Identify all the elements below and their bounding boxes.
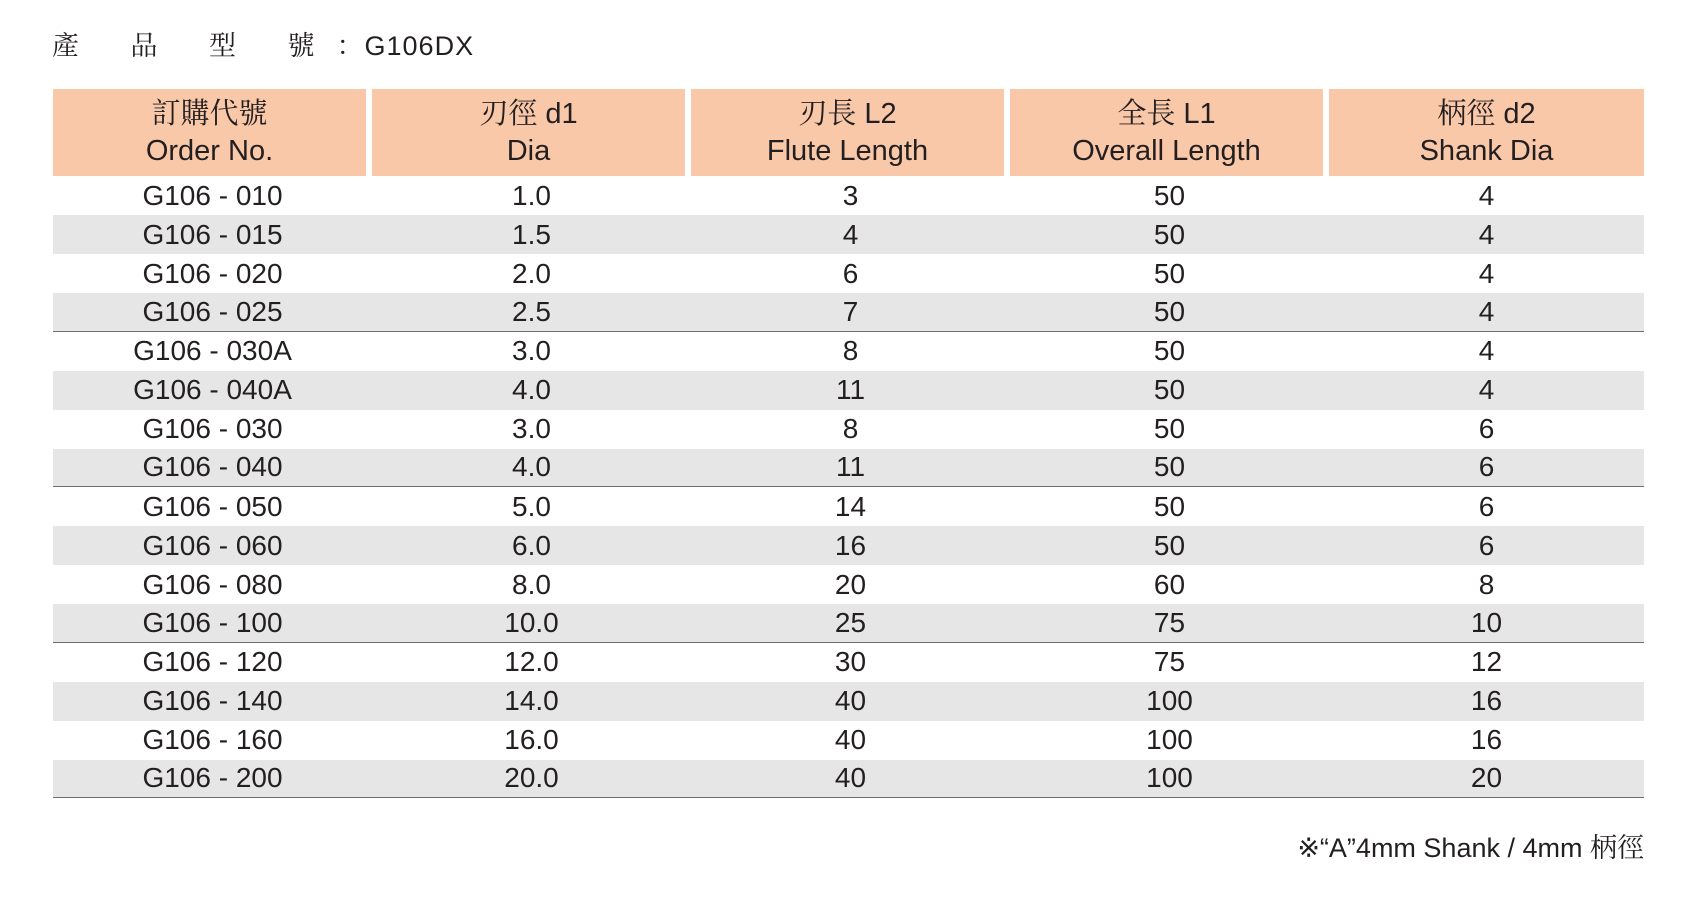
table-row xyxy=(53,254,1644,293)
table-row xyxy=(53,565,1644,604)
cell-flute-length: 14 xyxy=(834,490,867,522)
model-separator: ： xyxy=(336,31,365,61)
header-shank-dia xyxy=(1329,89,1644,176)
table-row xyxy=(53,449,1644,488)
header-flute-length xyxy=(691,89,1004,176)
cell-overall-length: 75 xyxy=(1153,606,1186,638)
table-row xyxy=(53,604,1644,643)
cell-flute-length: 25 xyxy=(834,606,867,638)
cell-dia: 6.0 xyxy=(512,529,551,561)
cell-dia: 10.0 xyxy=(504,606,559,638)
cell-dia: 3.0 xyxy=(512,413,551,444)
cell-flute-length: 6 xyxy=(842,257,859,289)
cell-dia: 2.5 xyxy=(512,295,551,327)
header-order-no xyxy=(53,89,366,176)
table-row xyxy=(53,526,1644,565)
cell-overall-length: 50 xyxy=(1153,218,1186,250)
cell-shank-dia: 6 xyxy=(1478,529,1495,561)
cell-dia: 16.0 xyxy=(504,724,559,755)
header-zh: 刃長 L2 xyxy=(798,97,897,130)
cell-order-no: G106 - 080 xyxy=(142,568,283,600)
header-en: Shank Dia xyxy=(1419,134,1554,167)
cell-shank-dia: 4 xyxy=(1478,257,1495,289)
cell-overall-length: 75 xyxy=(1153,646,1186,677)
cell-shank-dia: 12 xyxy=(1470,646,1503,677)
table-row xyxy=(53,682,1644,721)
cell-dia: 4.0 xyxy=(512,451,551,483)
cell-shank-dia: 16 xyxy=(1470,724,1503,755)
cell-order-no: G106 - 200 xyxy=(142,762,283,794)
cell-flute-length: 40 xyxy=(834,762,867,794)
table-row xyxy=(53,293,1644,332)
header-en: Overall Length xyxy=(1072,134,1261,167)
cell-overall-length: 50 xyxy=(1153,335,1186,366)
cell-overall-length: 100 xyxy=(1146,685,1193,716)
cell-overall-length: 50 xyxy=(1153,179,1186,211)
cell-order-no: G106 - 015 xyxy=(142,218,283,250)
header-zh: 刃徑 d1 xyxy=(479,97,578,130)
cell-order-no: G106 - 040 xyxy=(142,451,283,483)
cell-order-no: G106 - 020 xyxy=(142,257,283,289)
table-row xyxy=(53,215,1644,254)
header-en: Flute Length xyxy=(766,134,929,167)
table-header xyxy=(53,89,1644,176)
product-model-title xyxy=(52,24,474,63)
cell-shank-dia: 6 xyxy=(1478,413,1495,444)
cell-overall-length: 50 xyxy=(1153,451,1186,483)
cell-dia: 1.0 xyxy=(512,179,551,211)
cell-overall-length: 50 xyxy=(1153,413,1186,444)
table-body xyxy=(53,176,1644,798)
cell-dia: 3.0 xyxy=(512,335,551,366)
cell-overall-length: 50 xyxy=(1153,490,1186,522)
cell-shank-dia: 4 xyxy=(1478,295,1495,327)
table-row xyxy=(53,760,1644,799)
model-number: G106DX xyxy=(364,31,475,61)
model-label: 產 品 型 號 xyxy=(52,31,337,61)
spec-table xyxy=(53,89,1644,798)
cell-shank-dia: 6 xyxy=(1478,490,1495,522)
cell-flute-length: 8 xyxy=(842,335,859,366)
cell-flute-length: 3 xyxy=(842,179,859,211)
cell-order-no: G106 - 040A xyxy=(133,374,292,405)
header-overall-length xyxy=(1010,89,1323,176)
table-row xyxy=(53,332,1644,371)
cell-flute-length: 20 xyxy=(834,568,867,600)
cell-order-no: G106 - 160 xyxy=(142,724,283,755)
cell-order-no: G106 - 100 xyxy=(142,606,283,638)
cell-flute-length: 8 xyxy=(842,413,859,444)
cell-overall-length: 50 xyxy=(1153,374,1186,405)
cell-dia: 5.0 xyxy=(512,490,551,522)
cell-flute-length: 30 xyxy=(834,646,867,677)
cell-dia: 14.0 xyxy=(504,685,559,716)
cell-shank-dia: 6 xyxy=(1478,451,1495,483)
cell-shank-dia: 4 xyxy=(1478,374,1495,405)
cell-overall-length: 100 xyxy=(1146,762,1193,794)
cell-dia: 20.0 xyxy=(504,762,559,794)
cell-shank-dia: 20 xyxy=(1470,762,1503,794)
cell-dia: 12.0 xyxy=(504,646,559,677)
cell-shank-dia: 4 xyxy=(1478,218,1495,250)
table-row xyxy=(53,176,1644,215)
table-row xyxy=(53,487,1644,526)
cell-flute-length: 7 xyxy=(842,295,859,327)
cell-order-no: G106 - 025 xyxy=(142,295,283,327)
cell-order-no: G106 - 030A xyxy=(133,335,292,366)
header-zh: 柄徑 d2 xyxy=(1437,97,1536,130)
cell-shank-dia: 16 xyxy=(1470,685,1503,716)
header-en: Dia xyxy=(506,134,551,167)
header-zh: 訂購代號 xyxy=(151,97,268,130)
cell-order-no: G106 - 120 xyxy=(142,646,283,677)
cell-order-no: G106 - 030 xyxy=(142,413,283,444)
cell-flute-length: 16 xyxy=(834,529,867,561)
cell-overall-length: 50 xyxy=(1153,529,1186,561)
cell-shank-dia: 10 xyxy=(1470,606,1503,638)
header-en: Order No. xyxy=(145,134,274,167)
cell-flute-length: 40 xyxy=(834,724,867,755)
cell-flute-length: 4 xyxy=(842,218,859,250)
header-zh: 全長 L1 xyxy=(1117,97,1216,130)
table-row xyxy=(53,371,1644,410)
cell-overall-length: 60 xyxy=(1153,568,1186,600)
cell-overall-length: 100 xyxy=(1146,724,1193,755)
cell-order-no: G106 - 050 xyxy=(142,490,283,522)
footnote: ※“A”4mm Shank / 4mm 柄徑 xyxy=(1297,833,1644,863)
cell-flute-length: 40 xyxy=(834,685,867,716)
cell-dia: 4.0 xyxy=(512,374,551,405)
cell-dia: 8.0 xyxy=(512,568,551,600)
cell-overall-length: 50 xyxy=(1153,295,1186,327)
cell-order-no: G106 - 010 xyxy=(142,179,283,211)
table-row xyxy=(53,643,1644,682)
cell-dia: 1.5 xyxy=(512,218,551,250)
table-row xyxy=(53,410,1644,449)
cell-shank-dia: 4 xyxy=(1478,335,1495,366)
table-row xyxy=(53,721,1644,760)
cell-flute-length: 11 xyxy=(835,374,866,405)
cell-order-no: G106 - 060 xyxy=(142,529,283,561)
cell-order-no: G106 - 140 xyxy=(142,685,283,716)
cell-overall-length: 50 xyxy=(1153,257,1186,289)
cell-flute-length: 11 xyxy=(835,451,866,483)
header-dia xyxy=(372,89,685,176)
cell-shank-dia: 8 xyxy=(1478,568,1495,600)
cell-shank-dia: 4 xyxy=(1478,179,1495,211)
cell-dia: 2.0 xyxy=(512,257,551,289)
